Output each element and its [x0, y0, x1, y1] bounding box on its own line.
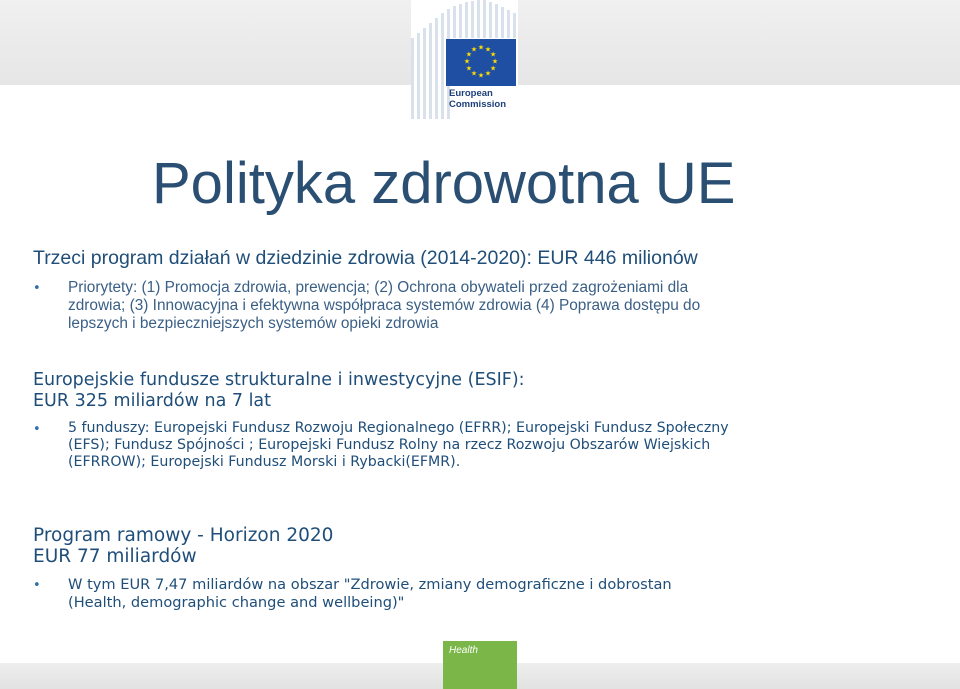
- section-subheading-horizon-amount: EUR 77 miliardów: [33, 546, 197, 567]
- svg-text:★: ★: [477, 71, 485, 80]
- bullet-text-line: lepszych i bezpieczniejszych systemów opieki zdrowia: [68, 315, 439, 332]
- bullet-text-line: (Health, demographic change and wellbeing)": [68, 594, 405, 611]
- bullet-icon: •: [33, 281, 41, 296]
- section-subheading-esif-amount: EUR 325 miliardów na 7 lat: [33, 391, 272, 411]
- svg-text:★: ★: [465, 64, 473, 73]
- svg-text:★: ★: [477, 43, 485, 52]
- page-title: Polityka zdrowotna UE: [152, 151, 736, 216]
- section-heading-health-programme: Trzeci program działań w dziedzinie zdrowia (2014-2020): EUR 446 milionów: [33, 247, 698, 269]
- logo-wordmark: [449, 88, 519, 110]
- health-tab: [443, 641, 517, 689]
- svg-text:★: ★: [484, 45, 492, 54]
- bullet-text-line: W tym EUR 7,47 miliardów na obszar "Zdrowie, zmiany demograficzne i dobrostan: [68, 576, 672, 593]
- list-item: [33, 279, 928, 333]
- bullet-text-line: 5 funduszy: Europejski Fundusz Rozwoju Regionalnego (EFRR); Europejski Fundusz Społeczny: [68, 420, 729, 436]
- svg-text:★: ★: [470, 45, 478, 54]
- section-heading-horizon: Program ramowy - Horizon 2020: [33, 525, 334, 546]
- svg-text:★: ★: [491, 57, 499, 66]
- svg-text:★: ★: [470, 69, 478, 78]
- svg-text:★: ★: [489, 64, 497, 73]
- svg-text:★: ★: [489, 50, 497, 59]
- bullet-icon: •: [33, 422, 41, 437]
- section-heading-esif: Europejskie fundusze strukturalne i inwestycyjne (ESIF):: [33, 370, 525, 390]
- bullet-text-line: (EFRROW); Europejski Fundusz Morski i Rybacki(EFMR).: [68, 454, 461, 470]
- logo-line-commission: Commission: [449, 99, 507, 110]
- list-item: [33, 420, 928, 474]
- svg-text:★: ★: [463, 57, 471, 66]
- logo-line-european: European: [449, 88, 493, 99]
- svg-text:★: ★: [484, 69, 492, 78]
- bullet-text-line: zdrowia; (3) Innowacyjna i efektywna współpraca systemów zdrowia (4) Poprawa dostępu do: [68, 297, 701, 314]
- bullet-text-line: Priorytety: (1) Promocja zdrowia, prewencja; (2) Ochrona obywateli przed zagrożeniami dla: [68, 279, 689, 296]
- bullet-icon: •: [33, 578, 41, 593]
- list-item: [33, 576, 928, 612]
- eu-flag-icon: [446, 39, 516, 86]
- eu-stars-icon: [446, 39, 516, 86]
- bullet-text-line: (EFS); Fundusz Spójności ; Europejski Fundusz Rolny na rzecz Rozwoju Obszarów Wiejskich: [68, 437, 711, 453]
- svg-text:★: ★: [465, 50, 473, 59]
- health-tab-label: Health: [449, 645, 478, 656]
